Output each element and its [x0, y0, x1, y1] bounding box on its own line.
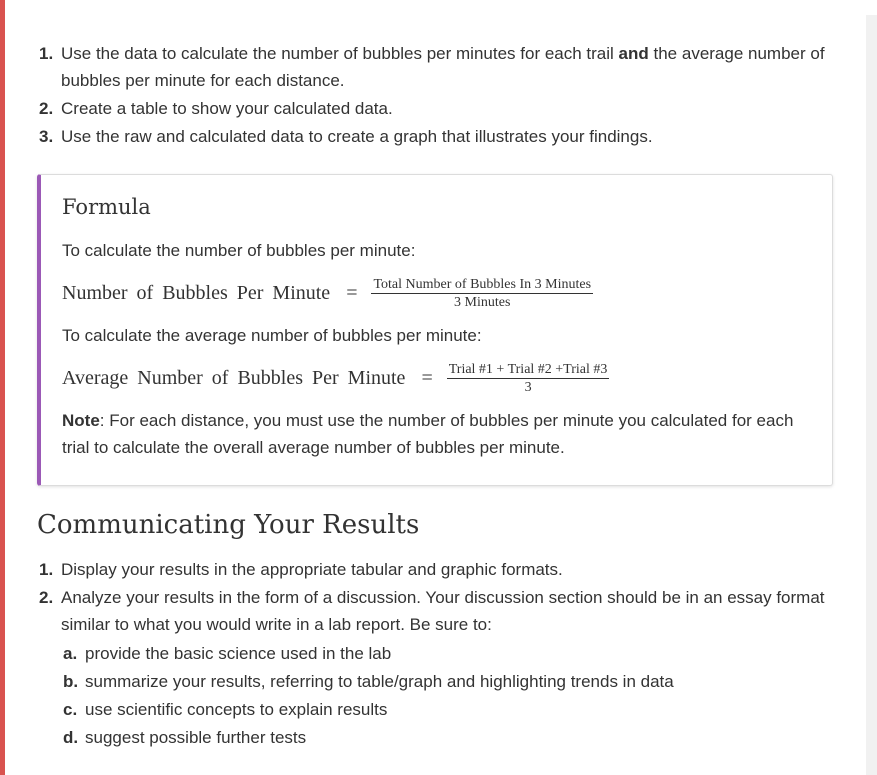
formula-fraction — [371, 277, 593, 310]
list-item — [37, 584, 837, 752]
sub-list-text: use scientific concepts to explain results — [85, 700, 388, 719]
list-number: 1. — [39, 560, 54, 579]
sub-list-text: summarize your results, referring to table/graph and highlighting trends in data — [85, 672, 674, 691]
list-item — [37, 95, 837, 122]
list-item-text: Create a table to show your calculated data. — [61, 99, 393, 118]
formula-note — [62, 407, 811, 461]
sub-list-letter: c. — [63, 700, 78, 719]
note-text: : For each distance, you must use the number of bubbles per minute you calculated for each trial to calculate the overall average number of bubbles per minute. — [62, 411, 794, 457]
formula-intro: To calculate the number of bubbles per minute: — [62, 241, 416, 260]
bold-text: and — [618, 44, 649, 63]
callout-title: Formula — [62, 195, 151, 219]
sub-list-letter: a. — [63, 644, 78, 663]
note-label: Note — [62, 411, 100, 430]
formula-equals: = — [421, 366, 433, 389]
list-item-text: Analyze your results in the form of a discussion. Your discussion section should be in an essay format similar to what you would write in a lab report. Be sure to: — [61, 588, 825, 634]
list-item-text: the average number of bubbles per minute for each distance. — [61, 44, 825, 90]
list-number: 1. — [39, 44, 54, 63]
sub-list-text: suggest possible further tests — [85, 728, 307, 747]
results-list — [37, 556, 837, 752]
sub-list-item — [61, 724, 837, 752]
sub-list-item — [61, 696, 837, 724]
sub-list-item — [61, 640, 837, 668]
sub-list — [61, 640, 837, 752]
formula-fraction — [447, 362, 610, 395]
list-item — [37, 40, 837, 94]
main-content — [37, 40, 837, 753]
sub-list-letter: b. — [63, 672, 79, 691]
sub-list-item — [61, 668, 837, 696]
list-number: 2. — [39, 99, 54, 118]
left-accent-bar — [0, 0, 5, 775]
list-number: 2. — [39, 588, 54, 607]
instructions-list — [37, 40, 837, 150]
formula-callout — [37, 174, 833, 486]
list-item — [37, 123, 837, 150]
fraction-denominator: 3 Minutes — [454, 294, 511, 310]
fraction-numerator: Trial #1 + Trial #2 +Trial #3 — [448, 361, 608, 377]
sub-list-text: provide the basic science used in the lab — [85, 644, 392, 663]
formula-lhs: Number of Bubbles Per Minute — [62, 281, 331, 304]
fraction-denominator: 3 — [524, 379, 532, 395]
list-item — [37, 556, 837, 583]
bubbles-per-minute-formula — [62, 278, 811, 308]
list-item-text: Use the data to calculate the number of bubbles per minutes for each trail — [61, 44, 619, 63]
sub-list-letter: d. — [63, 728, 79, 747]
average-bubbles-formula — [62, 363, 811, 393]
formula-lhs: Average Number of Bubbles Per Minute — [62, 366, 406, 389]
list-number: 3. — [39, 127, 54, 146]
formula-intro: To calculate the average number of bubbles per minute: — [62, 326, 482, 345]
list-item-text: Use the raw and calculated data to create a graph that illustrates your findings. — [61, 127, 653, 146]
formula-equals: = — [346, 281, 358, 304]
fraction-numerator: Total Number of Bubbles In 3 Minutes — [373, 276, 592, 292]
section-heading: Communicating Your Results — [37, 510, 420, 540]
scrollbar-track[interactable] — [866, 15, 877, 775]
list-item-text: Display your results in the appropriate tabular and graphic formats. — [61, 560, 563, 579]
